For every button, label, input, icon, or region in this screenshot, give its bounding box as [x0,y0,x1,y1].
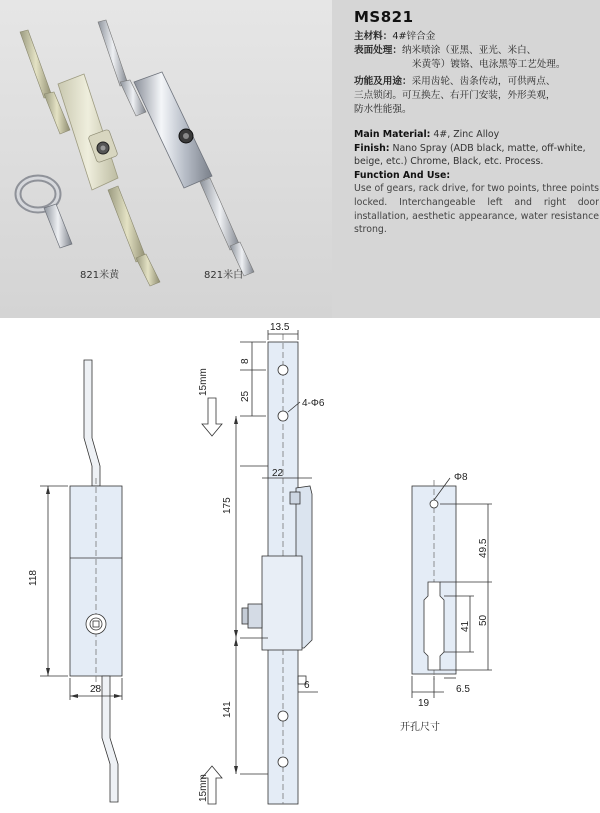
dim-6: 6 [304,680,310,691]
function-en-label: Function And Use: [354,169,451,181]
cutout-view [412,478,492,698]
model-number: MS821 [354,8,414,26]
dim-41: 41 [460,620,471,632]
material-cn-value: 4#锌合金 [392,31,436,42]
finish-en-value: Nano Spray (ADB black, matte, off-white, beige, etc.) Chrome, Black, etc. Process. [354,142,586,168]
dim-25: 25 [240,390,251,402]
finish-cn-line1: 纳米喷涂（亚黑、亚光、米白、 [401,45,537,56]
dim-28: 28 [90,684,102,695]
product-photo [0,0,332,318]
function-cn-label: 功能及用途： [354,76,412,87]
spec-chinese [354,30,598,117]
finish-cn-label: 表面处理： [354,45,402,56]
product-photo-panel [0,0,332,318]
photo-label-beige: 821米黄 [80,270,120,281]
spec-panel [332,0,600,318]
dim-22: 22 [272,468,284,479]
dim-49-5: 49.5 [478,538,489,558]
dim-19: 19 [418,698,430,709]
finish-en-label: Finish: [354,142,390,154]
spec-english [354,128,599,237]
function-en-value: Use of gears, rack drive, for two points, three points locked. Interchangeable left and right door installation, aesthetic appearance, water resistance strong. [354,183,599,236]
photo-label-white: 821米白 [204,270,244,281]
dim-holes: 4-Φ6 [302,398,325,409]
material-cn-label: 主材料： [354,31,393,42]
material-en-label: Main Material: [354,129,431,140]
function-cn-line3: 防水性能强。 [354,104,412,115]
dim-118: 118 [28,570,39,586]
dim-175: 175 [222,497,233,514]
key [18,178,72,248]
side-view [40,360,122,802]
function-cn-line1: 采用齿轮、齿条传动，可供两点、 [411,76,556,87]
dim-8: 8 [240,358,251,364]
dim-50: 50 [478,614,489,626]
lock-821-white [98,20,254,276]
dim-13-5: 13.5 [270,322,290,333]
dim-141: 141 [222,701,233,718]
function-cn-line2: 三点锁闭。可互换左、右开门安装，外形美观， [354,90,556,101]
dim-15mm-top: 15mm [198,368,209,396]
lock-821-beige [20,30,160,286]
dim-15mm-bottom: 15mm [198,774,209,802]
technical-drawings [0,318,600,809]
finish-cn-line2: 米黄等）镀铬、电泳黑等工艺处理。 [412,59,566,70]
cutout-caption: 开孔尺寸 [400,722,440,733]
dim-phi8: Φ8 [454,472,468,483]
material-en-value: 4#, Zinc Alloy [433,129,500,140]
front-view [202,330,318,804]
dim-6-5: 6.5 [456,684,470,695]
drawing-svg [0,318,600,809]
